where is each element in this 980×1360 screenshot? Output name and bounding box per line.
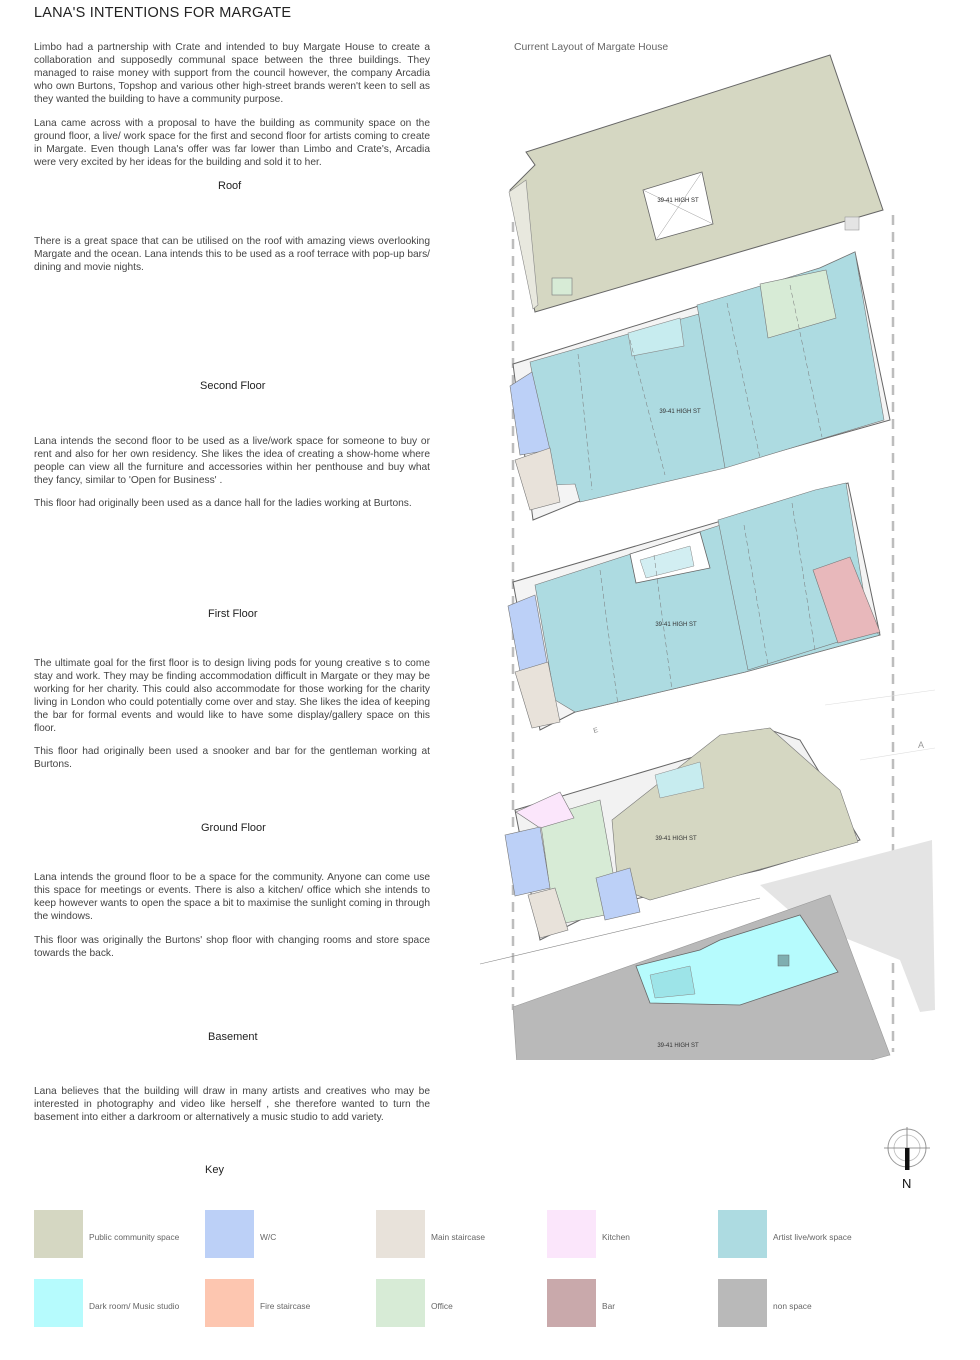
key-label-wc: W/C	[260, 1232, 277, 1242]
second-floor-plan-label: 39-41 HIGH ST	[659, 409, 701, 415]
key-label-dark-room-music-studio: Dark room/ Music studio	[89, 1301, 180, 1311]
key-swatch-kitchen	[547, 1210, 596, 1258]
first-floor-paragraph-1: The ultimate goal for the first floor is to design living pods for young creative s to come stay and work. They may be finding accommodation difficult in Margate or they may be working for her charity. This could also accommodate for those working for the charity living in London who could potentially come over and stay. She likes the idea of keeping the bar for formal events and would like to have some display/gallery space on this floor.	[34, 658, 430, 734]
basement-heading: Basement	[208, 1031, 258, 1043]
intro-paragraph-1: Limbo had a partnership with Crate and intended to buy Margate House to create a collaboration and supposedly communal space between the three buildings. They managed to raise money with support from the council however, the company Arcadia who own Burtons, Topshop and various other high-street brands weren't keen to sell as they wanted the building to have a community purpose.	[34, 42, 430, 105]
page-title: LANA'S INTENTIONS FOR MARGATE	[34, 5, 292, 21]
north-arrow-icon	[880, 1127, 934, 1177]
first-floor-plan	[508, 483, 880, 735]
key-swatch-public-community-space	[34, 1210, 83, 1258]
first-floor-heading: First Floor	[208, 608, 258, 620]
key-label-office: Office	[431, 1301, 453, 1311]
key-label-public-community-space: Public community space	[89, 1232, 180, 1242]
roof-plan-label: 39-41 HIGH ST	[657, 198, 699, 204]
plan-mark-e: E	[592, 726, 600, 735]
layout-caption: Current Layout of Margate House	[514, 42, 669, 53]
ground-floor-paragraph-1: Lana intends the ground floor to be a space for the community. Anyone can come use this space for meetings or events. There is also a kitchen/ office which she intends to keep however wants to open the space a bit to maximise the sunlight coming in through the windows.	[34, 872, 430, 922]
key-swatch-office	[376, 1279, 425, 1327]
key-label-fire-staircase: Fire staircase	[260, 1301, 311, 1311]
plan-mark-a: A	[918, 740, 925, 750]
roof-heading: Roof	[218, 180, 242, 192]
key-swatch-artist-live-work-space	[718, 1210, 767, 1258]
second-floor-paragraph-1: Lana intends the second floor to be used as a live/work space for someone to buy or rent and also for her own residency. She likes the idea of creating a show-home where people can view all the furniture and accessories within her penthouse and buy what they fancy, similar to 'Open for Business' .	[34, 436, 430, 486]
key-swatch-fire-staircase	[205, 1279, 254, 1327]
second-floor-paragraph-2: This floor had originally been used as a dance hall for the ladies working at Burtons.	[34, 498, 412, 509]
floor-plan-diagram	[470, 40, 940, 1060]
roof-paragraph: There is a great space that can be utilised on the roof with amazing views overlooking Margate and the ocean. Lana intends this to be used as a roof terrace with pop-up bars/ dining and movie nights.	[34, 236, 430, 273]
key-label-artist-live-work-space: Artist live/work space	[773, 1232, 852, 1242]
first-floor-paragraph-2: This floor had originally been used a snooker and bar for the gentleman working at Burtons.	[34, 746, 430, 770]
key-swatch-wc	[205, 1210, 254, 1258]
first-floor-plan-label: 39-41 HIGH ST	[655, 622, 697, 628]
basement-plan-label: 39-41 HIGH ST	[657, 1043, 699, 1049]
intro-paragraph-2: Lana came across with a proposal to have the building as community space on the ground floor, a live/ work space for the first and second floor for artists coming to create in Margate. Even though Lana's offer was far lower than Limbo and Crate's, Arcadia were very excited by her ideas for the building and sold it to her.	[34, 118, 430, 168]
second-floor-heading: Second Floor	[200, 380, 266, 392]
ground-floor-heading: Ground Floor	[201, 822, 266, 834]
key-swatch-dark-room-music-studio	[34, 1279, 83, 1327]
basement-paragraph: Lana believes that the building will draw in many artists and creatives who may be interested in photography and video like herself , she therefore wanted to turn the basement into either a darkroom or alternatively a music studio to add variety.	[34, 1086, 430, 1123]
key-label-non-space: non space	[773, 1301, 812, 1311]
key-swatch-bar	[547, 1279, 596, 1327]
key-label-main-staircase: Main staircase	[431, 1232, 485, 1242]
north-label: N	[902, 1176, 912, 1191]
ground-floor-paragraph-2: This floor was originally the Burtons' shop floor with changing rooms and store space towards the back.	[34, 935, 430, 959]
key-swatch-non-space	[718, 1279, 767, 1327]
key-label-kitchen: Kitchen	[602, 1232, 630, 1242]
ground-floor-plan-label: 39-41 HIGH ST	[655, 836, 697, 842]
key-label-bar: Bar	[602, 1301, 616, 1311]
key-title: Key	[205, 1164, 224, 1176]
key-swatch-main-staircase	[376, 1210, 425, 1258]
